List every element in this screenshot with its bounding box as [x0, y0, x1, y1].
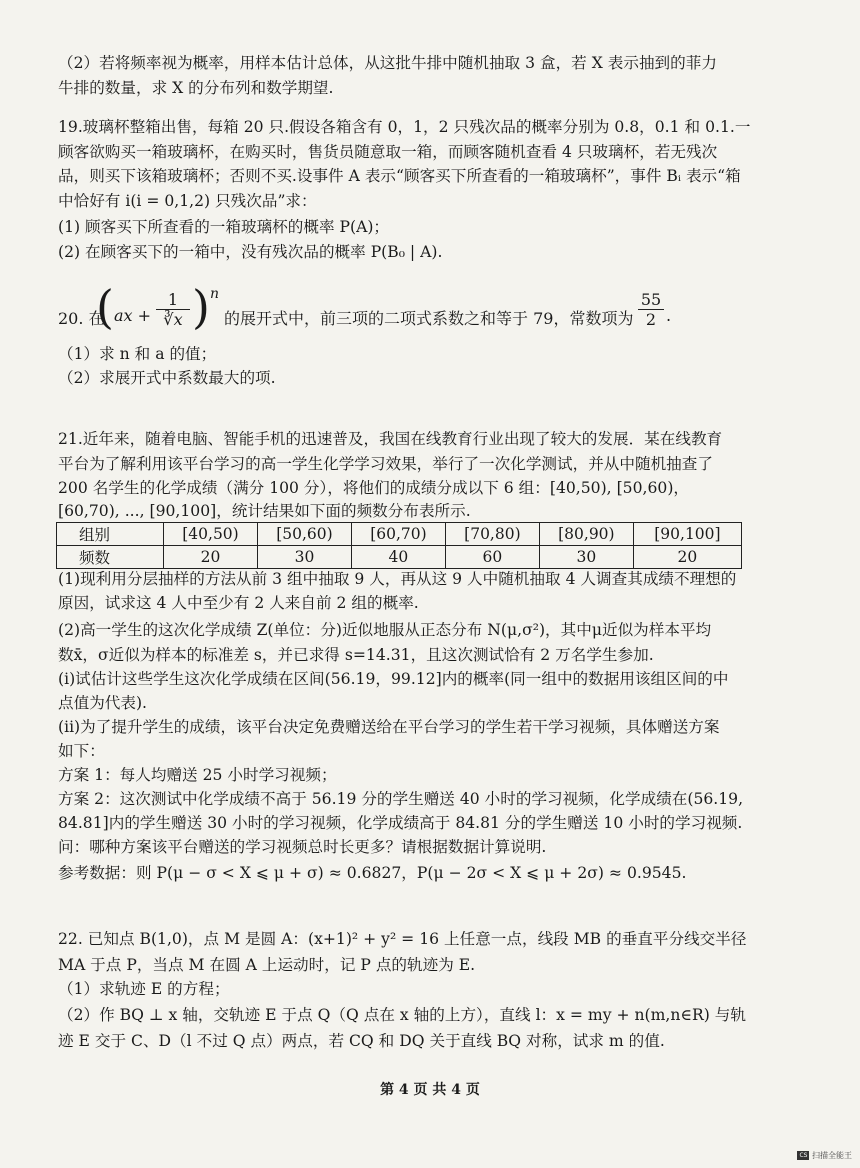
table-cell: 30 [257, 546, 351, 569]
q19-line4: 中恰好有 i(i = 0,1,2) 只残次品”求： [58, 192, 317, 210]
q21-plan1: 方案 1：每人均赠送 25 小时学习视频； [58, 766, 337, 784]
q21-plan2-line2: 84.81]内的学生赠送 30 小时的学习视频，化学成绩高于 84.81 分的学生赠送 10 小时的学习视频. [58, 814, 743, 832]
q20-const-num: 55 [638, 290, 664, 310]
q21-reference-data: 参考数据：则 P(μ − σ < X ⩽ μ + σ) ≈ 0.6827，P(μ − 2σ < X ⩽ μ + 2σ) ≈ 0.9545. [58, 864, 687, 882]
q19-line3: 品，则买下该箱玻璃杯；否则不买.设事件 A 表示“顾客买下所查看的一箱玻璃杯”，事件 Bᵢ 表示“箱 [58, 167, 741, 185]
q20-expr-a: ax + [114, 306, 152, 325]
q21-pii-line1: (ii)为了提升学生的成绩，该平台决定免费赠送给在平台学习的学生若干学习视频，具体赠送方案 [58, 718, 720, 736]
q20-part1: （1）求 n 和 a 的值； [58, 345, 217, 363]
q21-line4: [60,70), ..., [90,100]，统计结果如下面的频数分布表所示. [58, 502, 471, 520]
q18-part2-line1: （2）若将频率视为概率，用样本估计总体，从这批牛排中随机抽取 3 盒，若 X 表示抽到的菲力 [58, 54, 717, 72]
q20-fraction [156, 290, 190, 329]
scanner-logo-icon: CS [799, 1152, 808, 1159]
table-header-count: 频数 [57, 546, 164, 569]
q20-text-after: 的展开式中，前三项的二项式系数之和等于 79，常数项为 [224, 309, 634, 328]
q20-constant [638, 290, 664, 329]
right-paren: ) [192, 280, 210, 334]
watermark-text: 扫描全能王 [812, 1151, 852, 1160]
frequency-table [56, 522, 742, 569]
table-cell: 20 [164, 546, 258, 569]
q22-part1: （1）求轨迹 E 的方程； [58, 980, 230, 998]
left-paren: ( [96, 280, 114, 334]
q20-part2: （2）求展开式中系数最大的项. [58, 369, 276, 387]
table-cell: [90,100] [633, 523, 741, 546]
q19-line1: 19.玻璃杯整箱出售，每箱 20 只.假设各箱含有 0，1，2 只残次品的概率分别为 0.8，0.1 和 0.1.一 [58, 118, 751, 136]
table-cell: 20 [633, 546, 741, 569]
q20-exponent: n [210, 286, 220, 302]
q18-part2-line2: 牛排的数量，求 X 的分布列和数学期望. [58, 79, 334, 97]
table-cell: 40 [351, 546, 445, 569]
q20-period: . [666, 306, 672, 325]
q20-const-den: 2 [645, 310, 657, 329]
table-row [57, 546, 742, 569]
q21-p2-line2: 数x̄，σ近似为样本的标准差 s，并已求得 s=14.31，且这次测试恰有 2 万名学生参加. [58, 646, 654, 664]
q22-line1: 22. 已知点 B(1,0)，点 M 是圆 A：(x+1)² + y² = 16 上任意一点，线段 MB 的垂直平分线交半径 [58, 930, 747, 948]
q20-number: 20. 在 [58, 309, 105, 328]
q20-statement [58, 280, 818, 344]
page-footer: 第 4 页 共 4 页 [380, 1082, 480, 1098]
table-cell: [80,90) [539, 523, 633, 546]
q21-plan2-line1: 方案 2：这次测试中化学成绩不高于 56.19 分的学生赠送 40 小时的学习视频，化学成绩在(56.19, [58, 790, 744, 808]
table-cell: [60,70) [351, 523, 445, 546]
q21-p1-line1: (1)现利用分层抽样的方法从前 3 组中抽取 9 人，再从这 9 人中随机抽取 4 人调查其成绩不理想的 [58, 570, 737, 588]
q21-ask: 问：哪种方案该平台赠送的学习视频总时长更多？请根据数据计算说明. [58, 838, 547, 856]
table-cell: 30 [539, 546, 633, 569]
q21-pii-line2: 如下： [58, 742, 105, 760]
q21-line3: 200 名学生的化学成绩（满分 100 分），将他们的成绩分成以下 6 组：[40,50), [50,60)， [58, 479, 689, 497]
q20-frac-den: ∛x [163, 310, 183, 329]
q21-line2: 平台为了解利用该平台学习的高一学生化学学习效果，举行了一次化学测试，并从中随机抽查了 [58, 455, 713, 473]
scanner-watermark [797, 1150, 852, 1161]
table-header-group: 组别 [57, 523, 164, 546]
q22-part2-line1: （2）作 BQ ⊥ x 轴，交轨迹 E 于点 Q（Q 点在 x 轴的上方），直线 l：x = my + n(m,n∈R) 与轨 [58, 1006, 746, 1024]
q21-line1: 21.近年来，随着电脑、智能手机的迅速普及，我国在线教育行业出现了较大的发展．某在线教育 [58, 430, 723, 448]
table-cell: [50,60) [257, 523, 351, 546]
q22-line2: MA 于点 P，当点 M 在圆 A 上运动时，记 P 点的轨迹为 E. [58, 956, 476, 974]
table-cell: [40,50) [164, 523, 258, 546]
q19-part2: (2) 在顾客买下的一箱中，没有残次品的概率 P(B₀ | A). [58, 243, 443, 261]
q21-pi-line2: 点值为代表). [58, 694, 148, 712]
q20-frac-num: 1 [156, 290, 190, 310]
table-cell: 60 [445, 546, 539, 569]
q21-pi-line1: (i)试估计这些学生这次化学成绩在区间(56.19，99.12]内的概率(同一组中的数据用该组区间的中 [58, 670, 729, 688]
q21-p2-line1: (2)高一学生的这次化学成绩 Z(单位：分)近似地服从正态分布 N(μ,σ²)，其中μ近似为样本平均 [58, 621, 712, 639]
q22-part2-line2: 迹 E 交于 C、D（l 不过 Q 点）两点，若 CQ 和 DQ 关于直线 BQ 对称，试求 m 的值. [58, 1032, 665, 1050]
q19-part1: (1) 顾客买下所查看的一箱玻璃杯的概率 P(A)； [58, 218, 390, 236]
table-row [57, 523, 742, 546]
q19-line2: 顾客欲购买一箱玻璃杯，在购买时，售货员随意取一箱，而顾客随机查看 4 只玻璃杯，若无残次 [58, 143, 718, 161]
q21-p1-line2: 原因，试求这 4 人中至少有 2 人来自前 2 组的概率. [58, 594, 419, 612]
table-cell: [70,80) [445, 523, 539, 546]
